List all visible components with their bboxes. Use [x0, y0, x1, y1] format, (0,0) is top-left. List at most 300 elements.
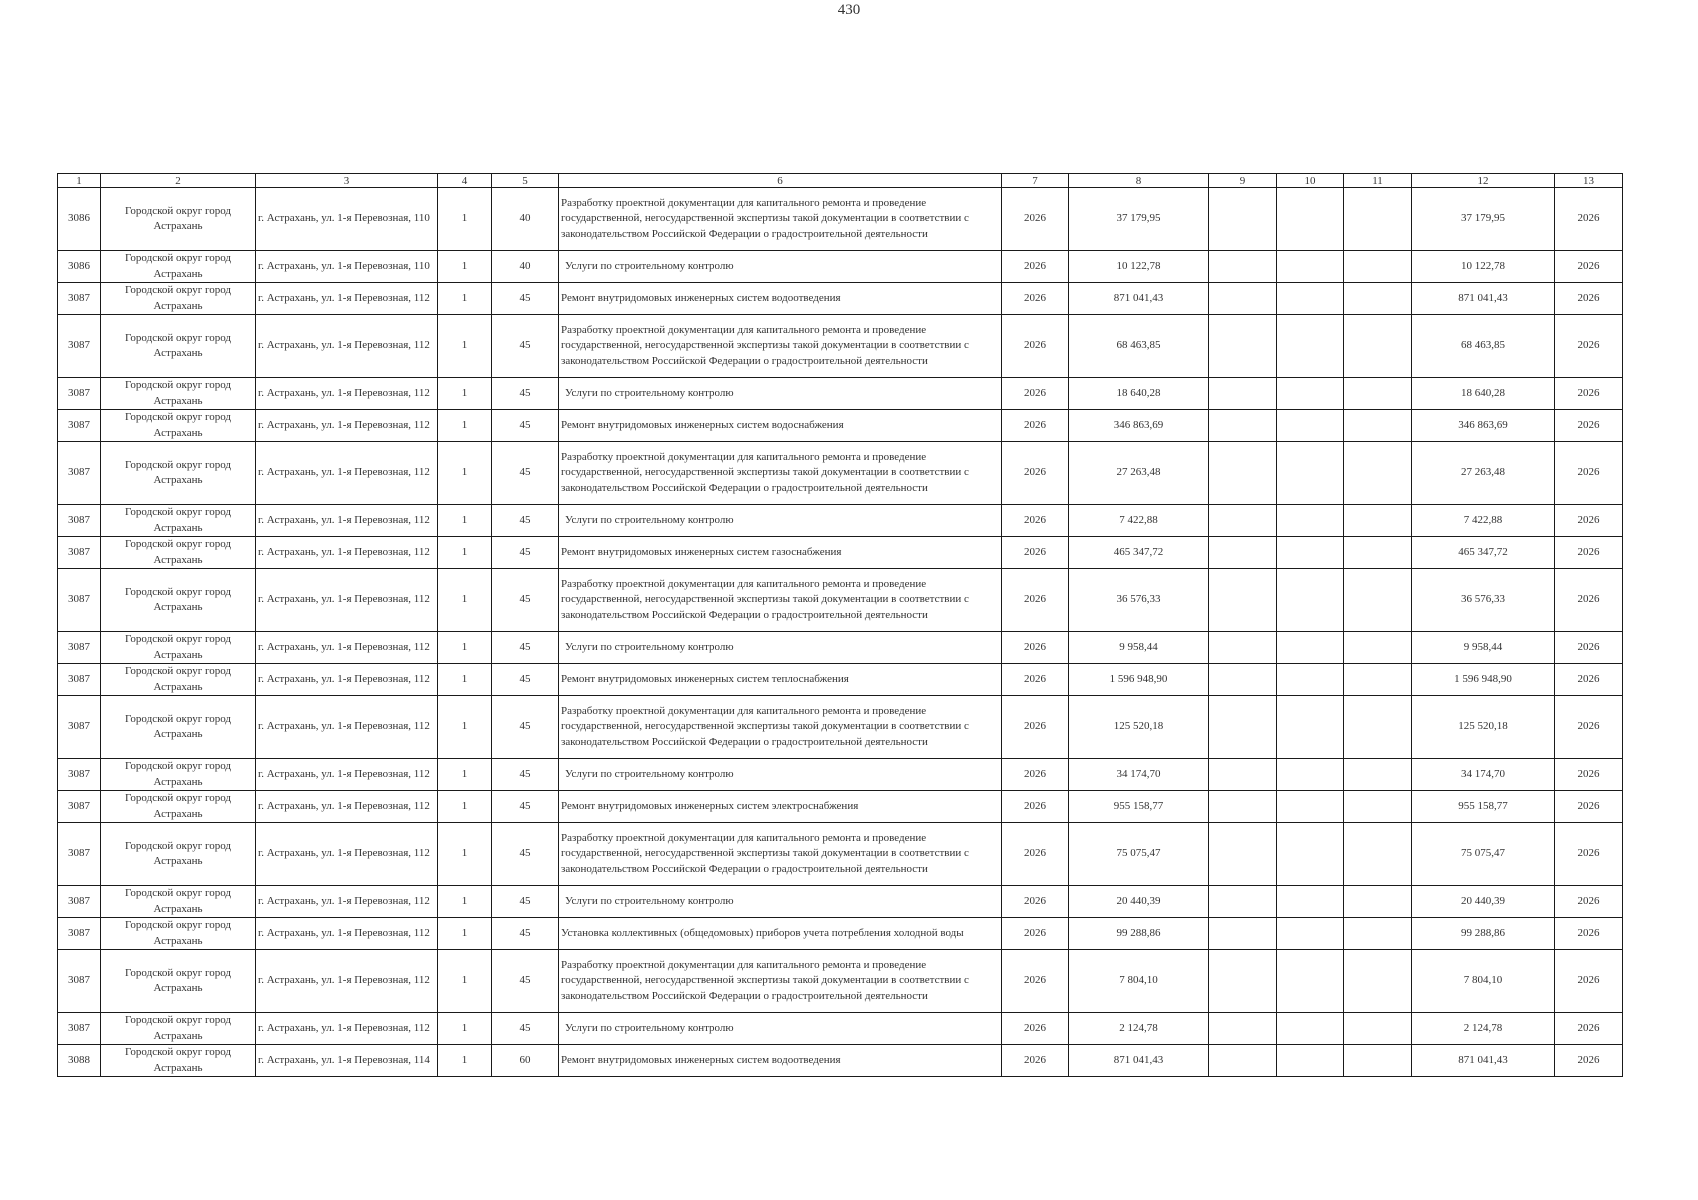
cell-address: г. Астрахань, ул. 1-я Перевозная, 112 — [256, 696, 438, 759]
cell-year: 2026 — [1002, 950, 1069, 1013]
cell-year: 2026 — [1002, 1013, 1069, 1045]
cell-municipality: Городской округ город Астрахань — [101, 696, 256, 759]
table-row — [58, 505, 1623, 537]
cell-col-4: 1 — [438, 283, 492, 315]
cell-work-type: Услуги по строительному контролю — [559, 505, 1002, 537]
cell-col-5: 45 — [492, 823, 559, 886]
cell-address: г. Астрахань, ул. 1-я Перевозная, 112 — [256, 315, 438, 378]
cell-col-10 — [1277, 569, 1344, 632]
cell-municipality: Городской округ город Астрахань — [101, 950, 256, 1013]
cell-year: 2026 — [1002, 759, 1069, 791]
cell-row-number: 3087 — [58, 950, 101, 1013]
cell-col-4: 1 — [438, 505, 492, 537]
cell-col-11 — [1344, 442, 1412, 505]
cell-col-4: 1 — [438, 823, 492, 886]
cell-col-12: 9 958,44 — [1412, 632, 1555, 664]
cell-row-number: 3087 — [58, 664, 101, 696]
cell-col-11 — [1344, 505, 1412, 537]
column-header: 9 — [1209, 174, 1277, 188]
cell-total-cost: 75 075,47 — [1069, 823, 1209, 886]
cell-row-number: 3088 — [58, 1045, 101, 1077]
cell-row-number: 3087 — [58, 505, 101, 537]
cell-col-4: 1 — [438, 315, 492, 378]
cell-col-9 — [1209, 188, 1277, 251]
column-header: 7 — [1002, 174, 1069, 188]
cell-work-type: Ремонт внутридомовых инженерных систем газоснабжения — [559, 537, 1002, 569]
cell-col-5: 45 — [492, 569, 559, 632]
cell-col-12: 346 863,69 — [1412, 410, 1555, 442]
cell-col-10 — [1277, 537, 1344, 569]
column-header: 5 — [492, 174, 559, 188]
cell-year: 2026 — [1002, 537, 1069, 569]
column-header: 6 — [559, 174, 1002, 188]
cell-address: г. Астрахань, ул. 1-я Перевозная, 112 — [256, 664, 438, 696]
cell-year: 2026 — [1002, 378, 1069, 410]
cell-col-4: 1 — [438, 696, 492, 759]
cell-year: 2026 — [1002, 696, 1069, 759]
table-row — [58, 283, 1623, 315]
cell-col-13: 2026 — [1555, 632, 1623, 664]
cell-col-10 — [1277, 664, 1344, 696]
cell-col-9 — [1209, 632, 1277, 664]
cell-row-number: 3087 — [58, 283, 101, 315]
cell-col-4: 1 — [438, 918, 492, 950]
column-header: 11 — [1344, 174, 1412, 188]
cell-col-4: 1 — [438, 188, 492, 251]
cell-col-12: 10 122,78 — [1412, 251, 1555, 283]
cell-col-10 — [1277, 823, 1344, 886]
cell-col-9 — [1209, 1045, 1277, 1077]
cell-row-number: 3087 — [58, 632, 101, 664]
cell-municipality: Городской округ город Астрахань — [101, 283, 256, 315]
register-table — [57, 173, 1623, 1077]
cell-col-5: 60 — [492, 1045, 559, 1077]
cell-col-11 — [1344, 251, 1412, 283]
cell-municipality: Городской округ город Астрахань — [101, 505, 256, 537]
cell-col-13: 2026 — [1555, 537, 1623, 569]
cell-col-9 — [1209, 950, 1277, 1013]
table-row — [58, 442, 1623, 505]
cell-col-11 — [1344, 1045, 1412, 1077]
table-row — [58, 664, 1623, 696]
cell-address: г. Астрахань, ул. 1-я Перевозная, 110 — [256, 188, 438, 251]
cell-col-11 — [1344, 1013, 1412, 1045]
cell-total-cost: 99 288,86 — [1069, 918, 1209, 950]
table-row — [58, 569, 1623, 632]
cell-col-10 — [1277, 410, 1344, 442]
cell-row-number: 3087 — [58, 537, 101, 569]
cell-col-10 — [1277, 918, 1344, 950]
cell-col-13: 2026 — [1555, 188, 1623, 251]
cell-col-5: 45 — [492, 537, 559, 569]
cell-col-9 — [1209, 569, 1277, 632]
cell-address: г. Астрахань, ул. 1-я Перевозная, 112 — [256, 537, 438, 569]
cell-year: 2026 — [1002, 632, 1069, 664]
cell-total-cost: 871 041,43 — [1069, 1045, 1209, 1077]
cell-address: г. Астрахань, ул. 1-я Перевозная, 112 — [256, 918, 438, 950]
cell-col-11 — [1344, 569, 1412, 632]
cell-work-type: Разработку проектной документации для капитального ремонта и проведение государственной, негосударственной экспертизы такой документации в соответствии с законодательством Российской Федерации о градостроительной деятельности — [559, 823, 1002, 886]
cell-col-13: 2026 — [1555, 823, 1623, 886]
cell-col-5: 45 — [492, 283, 559, 315]
cell-col-9 — [1209, 918, 1277, 950]
cell-col-5: 45 — [492, 886, 559, 918]
cell-address: г. Астрахань, ул. 1-я Перевозная, 112 — [256, 569, 438, 632]
cell-col-9 — [1209, 759, 1277, 791]
cell-municipality: Городской округ город Астрахань — [101, 251, 256, 283]
cell-col-10 — [1277, 791, 1344, 823]
cell-work-type: Услуги по строительному контролю — [559, 759, 1002, 791]
cell-col-9 — [1209, 664, 1277, 696]
cell-col-9 — [1209, 886, 1277, 918]
cell-col-10 — [1277, 315, 1344, 378]
cell-work-type: Ремонт внутридомовых инженерных систем электроснабжения — [559, 791, 1002, 823]
cell-row-number: 3086 — [58, 251, 101, 283]
table-body — [58, 188, 1623, 1077]
table-row — [58, 886, 1623, 918]
table-row — [58, 378, 1623, 410]
cell-row-number: 3087 — [58, 1013, 101, 1045]
column-header: 4 — [438, 174, 492, 188]
cell-total-cost: 346 863,69 — [1069, 410, 1209, 442]
cell-municipality: Городской округ город Астрахань — [101, 823, 256, 886]
cell-col-5: 45 — [492, 664, 559, 696]
cell-col-5: 45 — [492, 950, 559, 1013]
cell-row-number: 3087 — [58, 791, 101, 823]
cell-col-12: 465 347,72 — [1412, 537, 1555, 569]
cell-row-number: 3087 — [58, 886, 101, 918]
cell-col-12: 125 520,18 — [1412, 696, 1555, 759]
cell-col-13: 2026 — [1555, 791, 1623, 823]
cell-col-12: 75 075,47 — [1412, 823, 1555, 886]
cell-col-5: 45 — [492, 1013, 559, 1045]
column-header: 2 — [101, 174, 256, 188]
column-header: 12 — [1412, 174, 1555, 188]
cell-col-12: 871 041,43 — [1412, 283, 1555, 315]
cell-total-cost: 68 463,85 — [1069, 315, 1209, 378]
table-row — [58, 696, 1623, 759]
cell-municipality: Городской округ город Астрахань — [101, 569, 256, 632]
cell-address: г. Астрахань, ул. 1-я Перевозная, 112 — [256, 505, 438, 537]
cell-work-type: Ремонт внутридомовых инженерных систем теплоснабжения — [559, 664, 1002, 696]
cell-address: г. Астрахань, ул. 1-я Перевозная, 114 — [256, 1045, 438, 1077]
cell-total-cost: 20 440,39 — [1069, 886, 1209, 918]
cell-work-type: Ремонт внутридомовых инженерных систем водоотведения — [559, 283, 1002, 315]
cell-municipality: Городской округ город Астрахань — [101, 632, 256, 664]
cell-col-5: 40 — [492, 188, 559, 251]
cell-col-4: 1 — [438, 251, 492, 283]
table-row — [58, 632, 1623, 664]
cell-work-type: Услуги по строительному контролю — [559, 886, 1002, 918]
page-number: 430 — [837, 2, 861, 18]
cell-col-12: 955 158,77 — [1412, 791, 1555, 823]
cell-total-cost: 1 596 948,90 — [1069, 664, 1209, 696]
cell-col-12: 7 422,88 — [1412, 505, 1555, 537]
cell-col-5: 45 — [492, 759, 559, 791]
cell-total-cost: 10 122,78 — [1069, 251, 1209, 283]
cell-total-cost: 27 263,48 — [1069, 442, 1209, 505]
cell-row-number: 3087 — [58, 759, 101, 791]
cell-col-11 — [1344, 632, 1412, 664]
cell-col-13: 2026 — [1555, 315, 1623, 378]
cell-col-13: 2026 — [1555, 886, 1623, 918]
cell-col-5: 45 — [492, 378, 559, 410]
cell-col-9 — [1209, 505, 1277, 537]
cell-col-5: 45 — [492, 918, 559, 950]
table-row — [58, 950, 1623, 1013]
cell-row-number: 3087 — [58, 315, 101, 378]
cell-municipality: Городской округ город Астрахань — [101, 918, 256, 950]
cell-col-5: 45 — [492, 696, 559, 759]
table-row — [58, 823, 1623, 886]
cell-col-5: 45 — [492, 505, 559, 537]
cell-work-type: Ремонт внутридомовых инженерных систем водоотведения — [559, 1045, 1002, 1077]
cell-year: 2026 — [1002, 188, 1069, 251]
table-row — [58, 537, 1623, 569]
cell-year: 2026 — [1002, 664, 1069, 696]
cell-col-12: 871 041,43 — [1412, 1045, 1555, 1077]
cell-col-11 — [1344, 410, 1412, 442]
table-row — [58, 918, 1623, 950]
cell-col-12: 20 440,39 — [1412, 886, 1555, 918]
cell-col-11 — [1344, 759, 1412, 791]
cell-col-11 — [1344, 791, 1412, 823]
column-header: 10 — [1277, 174, 1344, 188]
cell-col-5: 40 — [492, 251, 559, 283]
cell-col-10 — [1277, 188, 1344, 251]
cell-col-10 — [1277, 442, 1344, 505]
table-row — [58, 410, 1623, 442]
cell-col-4: 1 — [438, 759, 492, 791]
cell-col-10 — [1277, 696, 1344, 759]
cell-row-number: 3087 — [58, 918, 101, 950]
cell-total-cost: 9 958,44 — [1069, 632, 1209, 664]
cell-col-10 — [1277, 251, 1344, 283]
cell-year: 2026 — [1002, 315, 1069, 378]
cell-work-type: Услуги по строительному контролю — [559, 1013, 1002, 1045]
column-header: 3 — [256, 174, 438, 188]
cell-total-cost: 36 576,33 — [1069, 569, 1209, 632]
cell-col-13: 2026 — [1555, 410, 1623, 442]
cell-col-9 — [1209, 791, 1277, 823]
cell-row-number: 3087 — [58, 823, 101, 886]
cell-col-9 — [1209, 1013, 1277, 1045]
cell-municipality: Городской округ город Астрахань — [101, 442, 256, 505]
cell-col-12: 27 263,48 — [1412, 442, 1555, 505]
cell-col-11 — [1344, 315, 1412, 378]
cell-municipality: Городской округ город Астрахань — [101, 378, 256, 410]
cell-year: 2026 — [1002, 918, 1069, 950]
cell-address: г. Астрахань, ул. 1-я Перевозная, 112 — [256, 950, 438, 1013]
cell-address: г. Астрахань, ул. 1-я Перевозная, 112 — [256, 632, 438, 664]
cell-col-9 — [1209, 315, 1277, 378]
cell-col-9 — [1209, 696, 1277, 759]
cell-col-11 — [1344, 664, 1412, 696]
cell-col-13: 2026 — [1555, 1013, 1623, 1045]
cell-col-13: 2026 — [1555, 283, 1623, 315]
cell-col-13: 2026 — [1555, 759, 1623, 791]
cell-total-cost: 18 640,28 — [1069, 378, 1209, 410]
cell-municipality: Городской округ город Астрахань — [101, 759, 256, 791]
cell-col-4: 1 — [438, 1045, 492, 1077]
table-row — [58, 188, 1623, 251]
cell-col-4: 1 — [438, 410, 492, 442]
cell-row-number: 3087 — [58, 696, 101, 759]
cell-col-10 — [1277, 1013, 1344, 1045]
cell-total-cost: 955 158,77 — [1069, 791, 1209, 823]
cell-total-cost: 7 422,88 — [1069, 505, 1209, 537]
table-row — [58, 1013, 1623, 1045]
cell-year: 2026 — [1002, 251, 1069, 283]
table-row — [58, 315, 1623, 378]
cell-col-12: 1 596 948,90 — [1412, 664, 1555, 696]
cell-work-type: Установка коллективных (общедомовых) приборов учета потребления холодной воды — [559, 918, 1002, 950]
cell-work-type: Разработку проектной документации для капитального ремонта и проведение государственной, негосударственной экспертизы такой документации в соответствии с законодательством Российской Федерации о градостроительной деятельности — [559, 315, 1002, 378]
cell-col-13: 2026 — [1555, 569, 1623, 632]
cell-work-type: Услуги по строительному контролю — [559, 251, 1002, 283]
cell-col-10 — [1277, 505, 1344, 537]
cell-col-12: 2 124,78 — [1412, 1013, 1555, 1045]
table-row — [58, 1045, 1623, 1077]
cell-address: г. Астрахань, ул. 1-я Перевозная, 112 — [256, 759, 438, 791]
cell-work-type: Ремонт внутридомовых инженерных систем водоснабжения — [559, 410, 1002, 442]
cell-col-4: 1 — [438, 442, 492, 505]
cell-col-9 — [1209, 378, 1277, 410]
cell-col-12: 7 804,10 — [1412, 950, 1555, 1013]
table-header-row — [58, 174, 1623, 188]
cell-address: г. Астрахань, ул. 1-я Перевозная, 112 — [256, 378, 438, 410]
cell-col-10 — [1277, 886, 1344, 918]
cell-municipality: Городской округ город Астрахань — [101, 410, 256, 442]
cell-address: г. Астрахань, ул. 1-я Перевозная, 112 — [256, 1013, 438, 1045]
cell-year: 2026 — [1002, 505, 1069, 537]
cell-row-number: 3087 — [58, 410, 101, 442]
cell-work-type: Разработку проектной документации для капитального ремонта и проведение государственной, негосударственной экспертизы такой документации в соответствии с законодательством Российской Федерации о градостроительной деятельности — [559, 569, 1002, 632]
cell-col-4: 1 — [438, 537, 492, 569]
cell-col-12: 37 179,95 — [1412, 188, 1555, 251]
cell-col-9 — [1209, 410, 1277, 442]
cell-col-9 — [1209, 283, 1277, 315]
cell-col-9 — [1209, 251, 1277, 283]
cell-municipality: Городской округ город Астрахань — [101, 1013, 256, 1045]
cell-col-4: 1 — [438, 664, 492, 696]
cell-col-11 — [1344, 378, 1412, 410]
cell-row-number: 3087 — [58, 442, 101, 505]
cell-total-cost: 465 347,72 — [1069, 537, 1209, 569]
cell-col-4: 1 — [438, 950, 492, 1013]
cell-address: г. Астрахань, ул. 1-я Перевозная, 112 — [256, 442, 438, 505]
cell-year: 2026 — [1002, 886, 1069, 918]
cell-total-cost: 2 124,78 — [1069, 1013, 1209, 1045]
cell-col-4: 1 — [438, 569, 492, 632]
cell-col-10 — [1277, 759, 1344, 791]
cell-col-4: 1 — [438, 378, 492, 410]
cell-col-4: 1 — [438, 886, 492, 918]
table-row — [58, 251, 1623, 283]
cell-col-12: 18 640,28 — [1412, 378, 1555, 410]
cell-year: 2026 — [1002, 569, 1069, 632]
cell-col-11 — [1344, 823, 1412, 886]
column-header: 8 — [1069, 174, 1209, 188]
cell-col-11 — [1344, 696, 1412, 759]
cell-row-number: 3087 — [58, 569, 101, 632]
cell-col-4: 1 — [438, 791, 492, 823]
cell-col-11 — [1344, 918, 1412, 950]
cell-col-11 — [1344, 537, 1412, 569]
column-header: 1 — [58, 174, 101, 188]
cell-col-4: 1 — [438, 1013, 492, 1045]
cell-municipality: Городской округ город Астрахань — [101, 664, 256, 696]
cell-col-13: 2026 — [1555, 251, 1623, 283]
cell-address: г. Астрахань, ул. 1-я Перевозная, 112 — [256, 791, 438, 823]
cell-col-9 — [1209, 823, 1277, 886]
cell-col-12: 34 174,70 — [1412, 759, 1555, 791]
cell-total-cost: 871 041,43 — [1069, 283, 1209, 315]
cell-col-10 — [1277, 283, 1344, 315]
cell-col-11 — [1344, 950, 1412, 1013]
cell-col-10 — [1277, 950, 1344, 1013]
cell-col-11 — [1344, 283, 1412, 315]
cell-address: г. Астрахань, ул. 1-я Перевозная, 110 — [256, 251, 438, 283]
cell-col-11 — [1344, 188, 1412, 251]
cell-col-4: 1 — [438, 632, 492, 664]
cell-col-12: 36 576,33 — [1412, 569, 1555, 632]
cell-work-type: Услуги по строительному контролю — [559, 632, 1002, 664]
cell-col-13: 2026 — [1555, 918, 1623, 950]
cell-col-13: 2026 — [1555, 378, 1623, 410]
cell-col-5: 45 — [492, 791, 559, 823]
cell-work-type: Разработку проектной документации для капитального ремонта и проведение государственной, негосударственной экспертизы такой документации в соответствии с законодательством Российской Федерации о градостроительной деятельности — [559, 696, 1002, 759]
cell-total-cost: 7 804,10 — [1069, 950, 1209, 1013]
cell-col-12: 68 463,85 — [1412, 315, 1555, 378]
cell-work-type: Услуги по строительному контролю — [559, 378, 1002, 410]
cell-address: г. Астрахань, ул. 1-я Перевозная, 112 — [256, 823, 438, 886]
cell-work-type: Разработку проектной документации для капитального ремонта и проведение государственной, негосударственной экспертизы такой документации в соответствии с законодательством Российской Федерации о градостроительной деятельности — [559, 950, 1002, 1013]
cell-total-cost: 37 179,95 — [1069, 188, 1209, 251]
cell-col-5: 45 — [492, 315, 559, 378]
cell-municipality: Городской округ город Астрахань — [101, 537, 256, 569]
cell-year: 2026 — [1002, 442, 1069, 505]
cell-col-9 — [1209, 537, 1277, 569]
column-header: 13 — [1555, 174, 1623, 188]
cell-col-10 — [1277, 632, 1344, 664]
cell-year: 2026 — [1002, 1045, 1069, 1077]
cell-row-number: 3086 — [58, 188, 101, 251]
cell-col-5: 45 — [492, 410, 559, 442]
cell-municipality: Городской округ город Астрахань — [101, 315, 256, 378]
cell-row-number: 3087 — [58, 378, 101, 410]
cell-address: г. Астрахань, ул. 1-я Перевозная, 112 — [256, 283, 438, 315]
cell-year: 2026 — [1002, 283, 1069, 315]
cell-col-10 — [1277, 1045, 1344, 1077]
cell-col-13: 2026 — [1555, 664, 1623, 696]
cell-col-13: 2026 — [1555, 505, 1623, 537]
cell-work-type: Разработку проектной документации для капитального ремонта и проведение государственной, негосударственной экспертизы такой документации в соответствии с законодательством Российской Федерации о градостроительной деятельности — [559, 188, 1002, 251]
cell-municipality: Городской округ город Астрахань — [101, 1045, 256, 1077]
cell-year: 2026 — [1002, 410, 1069, 442]
cell-municipality: Городской округ город Астрахань — [101, 886, 256, 918]
cell-col-9 — [1209, 442, 1277, 505]
cell-col-12: 99 288,86 — [1412, 918, 1555, 950]
table-row — [58, 759, 1623, 791]
cell-col-13: 2026 — [1555, 442, 1623, 505]
cell-total-cost: 125 520,18 — [1069, 696, 1209, 759]
cell-address: г. Астрахань, ул. 1-я Перевозная, 112 — [256, 886, 438, 918]
cell-col-10 — [1277, 378, 1344, 410]
cell-address: г. Астрахань, ул. 1-я Перевозная, 112 — [256, 410, 438, 442]
cell-col-11 — [1344, 886, 1412, 918]
cell-municipality: Городской округ город Астрахань — [101, 791, 256, 823]
